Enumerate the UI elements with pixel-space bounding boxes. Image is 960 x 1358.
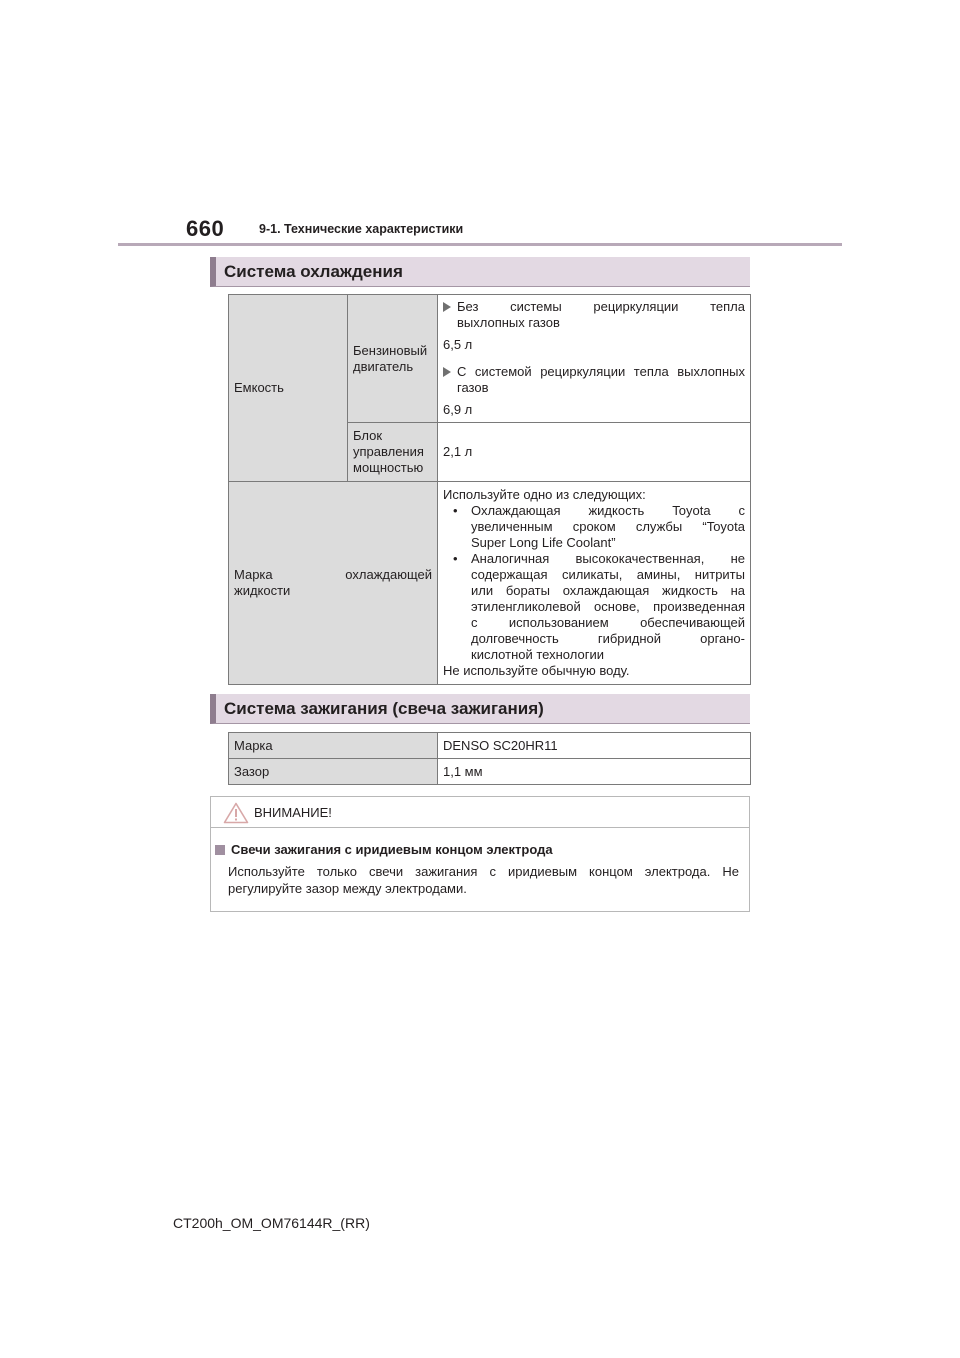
cooling-system-heading: Система охлаждения [210, 257, 750, 287]
capacity-gasoline-row [229, 295, 751, 423]
make-value: DENSO SC20HR11 [438, 733, 751, 759]
option-with-recirculation [443, 364, 745, 396]
bullet-icon: • [453, 503, 458, 518]
cooling-system-table [228, 294, 751, 685]
pcu-label-line3: мощностью [353, 460, 424, 475]
coolant-type-label-cell [229, 482, 438, 685]
square-bullet-icon [215, 845, 225, 855]
warning-triangle-icon [223, 802, 249, 824]
ignition-system-heading: Система зажигания (свеча зажигания) [210, 694, 750, 724]
pcu-label-line2: управления [353, 444, 424, 459]
coolant-intro: Используйте одно из следующих: [443, 487, 646, 502]
gasoline-engine-label-cell [348, 295, 438, 423]
pcu-value: 2,1 л [443, 444, 473, 459]
b2-line6: долговечность гибридной органо- [471, 631, 745, 646]
triangle-bullet-icon [443, 367, 451, 377]
gap-label: Зазор [229, 759, 438, 785]
gasoline-engine-label-line1: Бензиновый [353, 342, 428, 358]
coolant-type-row [229, 482, 751, 685]
b1-line2: увеличенным сроком службы “Toyota [471, 519, 745, 534]
gasoline-engine-value-cell [438, 295, 751, 423]
b2-line1: Аналогичная высококачественная, не [471, 551, 745, 566]
option2-text-line2: газов [457, 380, 489, 395]
b1-line3: Super Long Life Coolant” [471, 535, 616, 550]
option2-text-line1: С системой рециркуляции тепла выхлопных [457, 364, 745, 379]
b2-line5: с использованием обеспечивающей [471, 615, 745, 630]
gasoline-engine-label-line2: двигатель [353, 358, 414, 374]
pcu-label-cell [348, 423, 438, 482]
option1-value: 6,5 л [443, 337, 473, 352]
caution-header [211, 797, 749, 828]
ignition-system-table [228, 732, 751, 785]
caution-subheading-text: Свечи зажигания с иридиевым концом электрода [231, 842, 553, 857]
capacity-label-cell [229, 295, 348, 482]
coolant-label-line1: Марка охлаждающей [234, 567, 432, 582]
page-number: 660 [186, 216, 225, 241]
caution-label: ВНИМАНИЕ! [254, 805, 332, 820]
bullet-icon: • [453, 551, 458, 566]
coolant-option-equivalent [443, 551, 745, 663]
make-label: Марка [229, 733, 438, 759]
b2-line2: содержащая силикаты, амины, нитриты [471, 567, 745, 582]
header-divider [118, 243, 842, 246]
caution-text: Используйте только свечи зажигания с иридиевым концом электрода. Не регулируйте зазор между электродами. [228, 864, 739, 896]
option1-text-line1: Без системы рециркуляции тепла [457, 299, 745, 314]
coolant-label-line2: жидкости [234, 583, 291, 598]
option1-text-line2: выхлопных газов [457, 315, 560, 330]
option2-value: 6,9 л [443, 402, 473, 417]
triangle-bullet-icon [443, 302, 451, 312]
caution-box [210, 796, 750, 912]
b1-line1: Охлаждающая жидкость Toyota с [471, 503, 745, 518]
gap-value: 1,1 мм [438, 759, 751, 785]
caution-subheading [215, 842, 553, 857]
document-code: CT200h_OM_OM76144R_(RR) [173, 1215, 370, 1231]
spark-plug-make-row [229, 733, 751, 759]
b2-line7: кислотной технологии [471, 647, 604, 662]
b2-line4: этиленгликолевой основе, произведенная [471, 599, 745, 614]
b2-line3: или бораты охлаждающая жидкость на [471, 583, 745, 598]
coolant-note: Не используйте обычную воду. [443, 663, 630, 678]
coolant-type-value-cell [438, 482, 751, 685]
pcu-value-cell [438, 423, 751, 482]
option-without-recirculation [443, 299, 745, 331]
capacity-label: Емкость [234, 380, 284, 395]
section-title: 9-1. Технические характеристики [259, 222, 464, 236]
pcu-label-line1: Блок [353, 428, 383, 443]
spark-plug-gap-row [229, 759, 751, 785]
coolant-option-toyota [443, 503, 745, 551]
